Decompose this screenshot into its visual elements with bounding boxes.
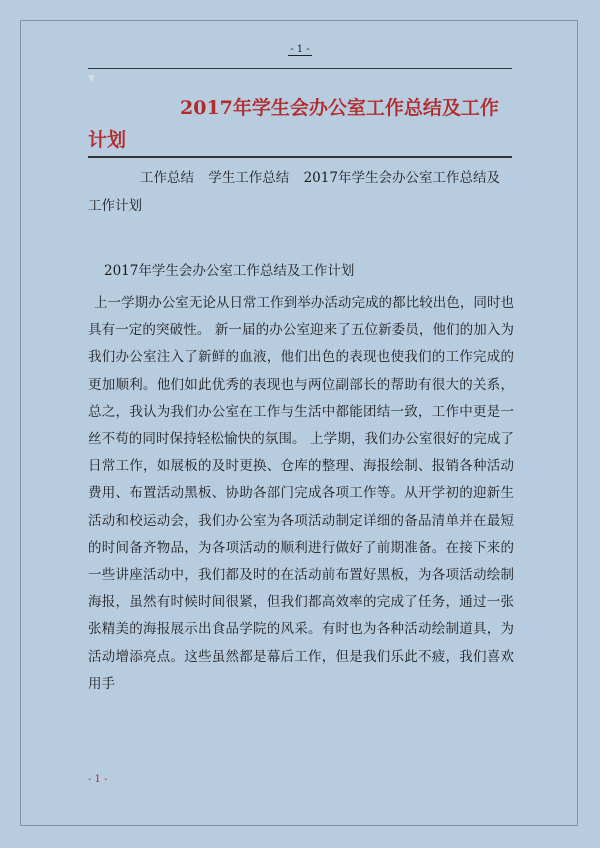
anchor-marker-icon: ▼	[88, 74, 95, 84]
header-rule	[88, 68, 512, 69]
document-subtitle: 2017年学生会办公室工作总结及工作计划	[104, 263, 355, 279]
document-title: 2017年学生会办公室工作总结及工作计划	[88, 97, 499, 151]
footer-page-number: - 1 -	[88, 774, 108, 785]
header-page-number: - 1 -	[290, 44, 310, 55]
title-rule	[88, 156, 512, 158]
document-tags: 工作总结 学生工作总结 2017年学生会办公室工作总结及工作计划	[88, 170, 500, 214]
document-body: 上一学期办公室无论从日常工作到举办活动完成的都比较出色，同时也具有一定的突破性。 新一届的办公室迎来了五位新委员，他们的加入为我们办公室注入了新鲜的血液，他们出色的表现也使我们的工作完成的更加顺利。他们如此优秀的表现也与两位副部长的帮助有很大的关系，总之，我认为我们办公室在工作与生活中都能团结一致，工作中更是一丝不苟的同时保持轻松愉快的氛围。 上学期，我们办公室很好的完成了日常工作，如展板的及时更换、仓库的整理、海报绘制、报销各种活动费用、布置活动黑板、协助各部门完成各项工作等。从开学初的迎新生活动和校运动会，我们办公室为各项活动制定详细的备品清单并在最短的时间备齐物品，为各项活动的顺利进行做好了前期准备。在接下来的一些讲座活动中，我们都及时的在活动前布置好黑板，为各项活动绘制海报，虽然有时候时间很紧，但我们都高效率的完成了任务，通过一张张精美的海报展示出食品学院的风采。有时也为各种活动绘制道具，为活动增添亮点。这些虽然都是幕后工作，但是我们乐此不疲，我们喜欢用手	[88, 295, 514, 692]
